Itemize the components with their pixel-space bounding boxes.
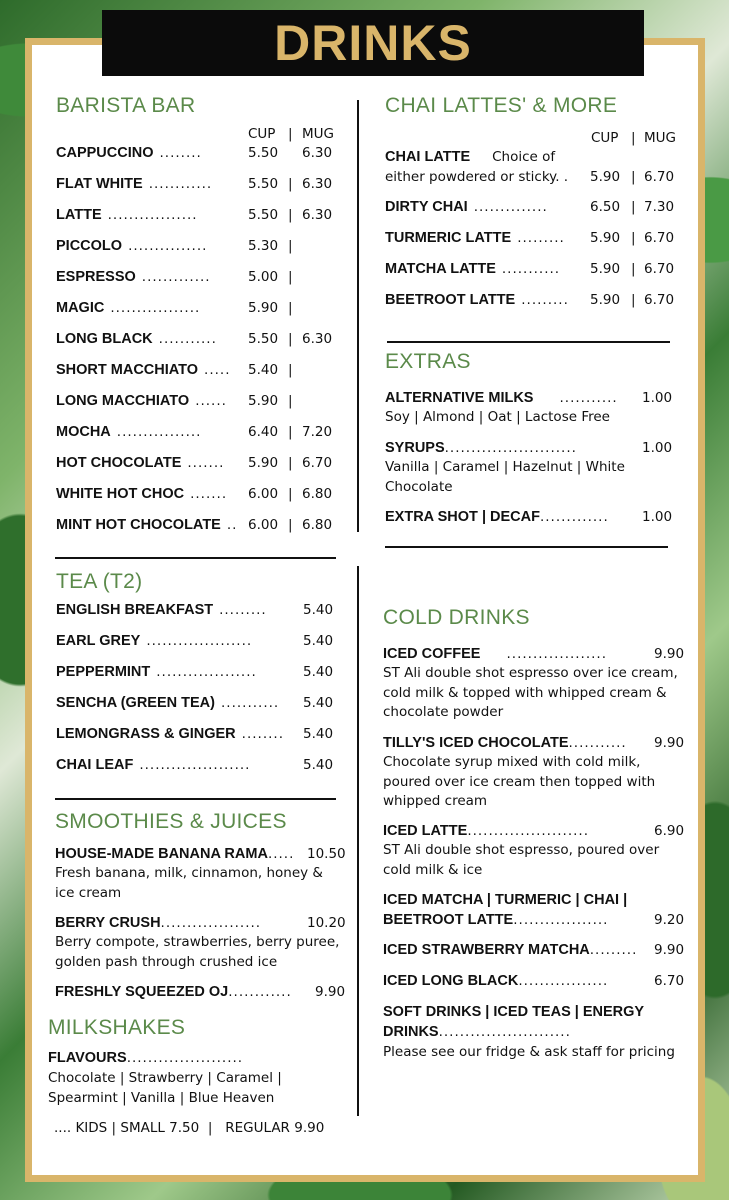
tea-item-name: EARL GREY	[56, 633, 141, 649]
cold-item	[383, 942, 637, 958]
chai-item	[385, 149, 555, 165]
barista-item-name: LONG MACCHIATO	[56, 393, 190, 409]
extras-item-price: 1.00	[642, 509, 673, 525]
barista-item	[56, 176, 212, 192]
smoothie-item	[55, 984, 292, 1000]
cold-item-name: ICED LONG BLACK	[383, 973, 519, 989]
barista-sep-header: |	[288, 126, 293, 142]
tea-item-price: 5.40	[303, 664, 334, 680]
cold-item-price: 6.90	[654, 823, 685, 839]
chai-item-dots: .........	[517, 230, 565, 246]
barista-item	[56, 517, 237, 533]
barista-item-dots: ...........	[158, 331, 217, 347]
tea-item-name: SENCHA (GREEN TEA)	[56, 695, 215, 711]
chai-item-cup: 5.90	[590, 261, 621, 277]
barista-item-dots: ........	[159, 145, 202, 161]
barista-item-mug: 6.70	[302, 455, 333, 471]
smoothie-item-desc: Berry compote, strawberries, berry puree, golden pash through crushed ice	[55, 934, 340, 970]
cold-item-dots: ...................	[506, 646, 608, 662]
barista-item-name: MINT HOT CHOCOLATE	[56, 517, 221, 533]
chai-item-mug: 6.70	[644, 230, 675, 246]
barista-item	[56, 486, 227, 502]
tea-item-dots: ...................	[156, 664, 257, 680]
cold-item	[383, 823, 589, 839]
barista-item-sep: |	[288, 362, 293, 378]
barista-item-mug: 6.30	[302, 207, 333, 223]
barista-item-dots: .................	[110, 300, 201, 316]
tea-item-dots: ........	[241, 726, 284, 742]
cold-item-name: ICED MATCHA | TURMERIC | CHAI |	[383, 892, 628, 908]
barista-item-dots: ..	[226, 517, 238, 533]
extras-item-price: 1.00	[642, 440, 673, 456]
cold-item-dots: .........................	[438, 1024, 571, 1040]
smoothie-item-name: HOUSE-MADE BANANA RAMA	[55, 846, 268, 862]
barista-item-dots: ...............	[128, 238, 208, 254]
chai-item-cup: 5.90	[590, 230, 621, 246]
chai-sep-header: |	[631, 130, 636, 146]
tea-item	[56, 602, 267, 618]
barista-mug-header: MUG	[302, 126, 334, 142]
barista-item-mug: 6.30	[302, 145, 333, 161]
cold-item-price: 9.90	[654, 942, 685, 958]
chai-item-sep: |	[631, 261, 636, 277]
chai-item-sep: |	[631, 292, 636, 308]
cold-item-desc: Please see our fridge & ask staff for pricing	[383, 1044, 675, 1060]
extras-item-desc: Vanilla | Caramel | Hazelnut | White Chocolate	[385, 459, 625, 495]
barista-item-name: HOT CHOCOLATE	[56, 455, 182, 471]
tea-item-price: 5.40	[303, 695, 334, 711]
barista-item	[56, 145, 202, 161]
chai-item-cup: 6.50	[590, 199, 621, 215]
barista-item-dots: ............	[148, 176, 213, 192]
flavours-row	[48, 1050, 243, 1066]
cold-item-name: ICED STRAWBERRY MATCHA	[383, 942, 590, 958]
chai-item-cup: 5.90	[590, 292, 621, 308]
tea-item	[56, 633, 252, 649]
barista-item-sep: |	[288, 455, 293, 471]
barista-item-sep: |	[288, 207, 293, 223]
barista-item-sep: |	[288, 486, 293, 502]
vertical-divider-top	[357, 100, 359, 532]
tea-item-name: ENGLISH BREAKFAST	[56, 602, 214, 618]
smoothie-item-desc: Fresh banana, milk, cinnamon, honey & ice cream	[55, 865, 323, 901]
barista-item-dots: .............	[141, 269, 211, 285]
barista-item-cup: 6.40	[248, 424, 279, 440]
flavours-dots: ......................	[126, 1050, 244, 1066]
cold-item	[383, 646, 607, 662]
divider-cold	[385, 546, 668, 548]
cold-item-name: ICED COFFEE	[383, 646, 481, 662]
cold-item-price: 6.70	[654, 973, 685, 989]
chai-item-name: DIRTY CHAI	[385, 199, 468, 215]
chai-heading: CHAI LATTES' & MORE	[385, 94, 618, 117]
chai-item-dots: ...........	[501, 261, 561, 277]
extras-item-dots: .........................	[444, 440, 577, 456]
smoothie-item-dots: ...................	[160, 915, 262, 931]
chai-item-name: TURMERIC LATTE	[385, 230, 512, 246]
barista-item	[56, 269, 211, 285]
divider-tea	[55, 557, 336, 559]
barista-item-sep: |	[288, 300, 293, 316]
barista-heading: BARISTA BAR	[56, 94, 196, 117]
milkshakes-heading: MILKSHAKES	[48, 1016, 186, 1039]
barista-cup-header: CUP	[248, 126, 276, 142]
tea-item-name: LEMONGRASS & GINGER	[56, 726, 236, 742]
tea-item-dots: .........	[219, 602, 267, 618]
milkshake-sizes: .... KIDS | SMALL 7.50 | REGULAR 9.90	[54, 1120, 325, 1136]
tea-item-dots: ....................	[146, 633, 253, 649]
barista-item-cup: 5.90	[248, 300, 279, 316]
chai-item-cup: 5.90	[590, 169, 621, 185]
tea-item	[56, 664, 257, 680]
chai-item	[385, 261, 560, 277]
barista-item-cup: 6.00	[248, 517, 279, 533]
barista-item-dots: .......	[187, 455, 225, 471]
barista-item-name: WHITE HOT CHOC	[56, 486, 185, 502]
barista-item-sep: |	[288, 269, 293, 285]
chai-item-mug: 6.70	[644, 292, 675, 308]
tea-item-price: 5.40	[303, 602, 334, 618]
barista-item-cup: 5.50	[248, 331, 279, 347]
barista-item-cup: 5.90	[248, 393, 279, 409]
extras-item	[385, 390, 618, 406]
tea-item	[56, 726, 284, 742]
smoothie-item-price: 9.90	[315, 984, 346, 1000]
barista-item-cup: 5.30	[248, 238, 279, 254]
barista-item-cup: 6.00	[248, 486, 279, 502]
barista-item-cup: 5.40	[248, 362, 279, 378]
barista-item-cup: 5.90	[248, 455, 279, 471]
barista-item-mug: 6.80	[302, 517, 333, 533]
cold-item-line2-row	[383, 912, 608, 928]
tea-item	[56, 695, 279, 711]
chai-item-note: Choice of	[492, 149, 556, 165]
tea-heading: TEA (T2)	[56, 570, 143, 593]
cold-item	[383, 1004, 644, 1020]
page-title: DRINKS	[274, 15, 472, 71]
chai-item-mug: 7.30	[644, 199, 675, 215]
cold-item-dots: ...........	[568, 735, 627, 751]
barista-item-name: SHORT MACCHIATO	[56, 362, 199, 378]
tea-item-dots: ...........	[220, 695, 280, 711]
flavours-desc: Chocolate | Strawberry | Caramel | Spearmint | Vanilla | Blue Heaven	[48, 1070, 282, 1106]
smoothie-item-price: 10.20	[307, 915, 346, 931]
barista-item-dots: .................	[107, 207, 198, 223]
smoothie-item	[55, 846, 294, 862]
chai-item-name: BEETROOT LATTE	[385, 292, 516, 308]
cold-item-line2: DRINKS	[383, 1024, 439, 1040]
smoothie-item-name: BERRY CRUSH	[55, 915, 161, 931]
cold-item-price: 9.90	[654, 735, 685, 751]
barista-item-name: PICCOLO	[56, 238, 123, 254]
barista-item	[56, 424, 201, 440]
barista-item-name: LONG BLACK	[56, 331, 153, 347]
flavours-name: FLAVOURS	[48, 1050, 127, 1066]
smoothies-heading: SMOOTHIES & JUICES	[55, 810, 287, 833]
tea-item-price: 5.40	[303, 757, 334, 773]
smoothie-item-dots: .....	[267, 846, 295, 862]
tea-item-name: CHAI LEAF	[56, 757, 134, 773]
barista-item-mug: 6.30	[302, 331, 333, 347]
extras-item-price: 1.00	[642, 390, 673, 406]
chai-item-name: CHAI LATTE	[385, 149, 471, 165]
cold-item	[383, 892, 627, 908]
cold-item-dots: .......................	[467, 823, 590, 839]
chai-mug-header: MUG	[644, 130, 676, 146]
cold-item-desc: Chocolate syrup mixed with cold milk, poured over ice cream then topped with whipped cream	[383, 754, 656, 809]
cold-item-dots: .........	[589, 942, 638, 958]
chai-item-sep: |	[631, 199, 636, 215]
smoothie-item	[55, 915, 261, 931]
smoothie-item-dots: ............	[228, 984, 292, 1000]
barista-item-mug: 6.80	[302, 486, 333, 502]
chai-item	[385, 292, 569, 308]
chai-item-sep: |	[631, 230, 636, 246]
tea-item-price: 5.40	[303, 633, 334, 649]
barista-item-cup: 5.50	[248, 145, 279, 161]
cold-item-name: SOFT DRINKS | ICED TEAS | ENERGY	[383, 1004, 645, 1020]
barista-item-mug: 6.30	[302, 176, 333, 192]
extras-heading: EXTRAS	[385, 350, 471, 373]
barista-item	[56, 238, 207, 254]
extras-item-name: SYRUPS	[385, 440, 445, 456]
barista-item	[56, 362, 231, 378]
cold-item-desc: ST Ali double shot espresso over ice cream, cold milk & topped with whipped cream & chocolate powder	[383, 665, 678, 720]
barista-item-name: MAGIC	[56, 300, 105, 316]
barista-item-sep: |	[288, 331, 293, 347]
barista-item-dots: .......	[190, 486, 228, 502]
extras-item-name: ALTERNATIVE MILKS	[385, 390, 534, 406]
cold-item	[383, 973, 608, 989]
tea-item-dots: .....................	[139, 757, 251, 773]
barista-item-cup: 5.50	[248, 207, 279, 223]
divider-smoothies	[55, 798, 336, 800]
barista-item	[56, 393, 227, 409]
barista-item-name: LATTE	[56, 207, 102, 223]
cold-item-name: TILLY'S ICED CHOCOLATE	[383, 735, 569, 751]
cold-item-name: ICED LATTE	[383, 823, 468, 839]
chai-item-dots: .........	[521, 292, 569, 308]
extras-item-dots: .............	[539, 509, 609, 525]
smoothie-item-price: 10.50	[307, 846, 346, 862]
chai-item-name: MATCHA LATTE	[385, 261, 496, 277]
cold-heading: COLD DRINKS	[383, 606, 530, 629]
tea-item	[56, 757, 250, 773]
cold-item-price: 9.20	[654, 912, 685, 928]
chai-item	[385, 230, 565, 246]
extras-item-desc: Soy | Almond | Oat | Lactose Free	[385, 409, 610, 425]
cold-item-desc: ST Ali double shot espresso, poured over cold milk & ice	[383, 842, 660, 878]
extras-item-name: EXTRA SHOT | DECAF	[385, 509, 540, 525]
barista-item-dots: ......	[195, 393, 227, 409]
barista-item-cup: 5.50	[248, 176, 279, 192]
barista-item-cup: 5.00	[248, 269, 279, 285]
chai-item-dots: ..............	[473, 199, 548, 215]
chai-item-mug: 6.70	[644, 261, 675, 277]
barista-item-mug: 7.20	[302, 424, 333, 440]
barista-item-name: FLAT WHITE	[56, 176, 143, 192]
barista-item-sep: |	[288, 176, 293, 192]
cold-item-dots: .................	[518, 973, 609, 989]
extras-item	[385, 440, 577, 456]
extras-item-dots: ...........	[559, 390, 618, 406]
extras-item	[385, 509, 609, 525]
smoothie-item-name: FRESHLY SQUEEZED OJ	[55, 984, 229, 1000]
barista-item-name: MOCHA	[56, 424, 111, 440]
chai-item-mug: 6.70	[644, 169, 675, 185]
barista-item-name: ESPRESSO	[56, 269, 136, 285]
barista-item	[56, 300, 200, 316]
vertical-divider-bottom	[357, 566, 359, 1116]
cold-item-line2: BEETROOT LATTE	[383, 912, 514, 928]
barista-item	[56, 331, 217, 347]
chai-item-line2: either powdered or sticky. .	[385, 169, 569, 185]
chai-item	[385, 199, 548, 215]
cold-item	[383, 735, 627, 751]
barista-item-sep: |	[288, 424, 293, 440]
chai-cup-header: CUP	[591, 130, 619, 146]
barista-item	[56, 455, 224, 471]
tea-item-name: PEPPERMINT	[56, 664, 151, 680]
barista-item-sep: |	[288, 517, 293, 533]
barista-item-sep: |	[288, 238, 293, 254]
tea-item-price: 5.40	[303, 726, 334, 742]
cold-item-dots: ..................	[513, 912, 609, 928]
cold-item-price: 9.90	[654, 646, 685, 662]
barista-item	[56, 207, 198, 223]
title-bar	[102, 10, 644, 76]
barista-item-dots: ................	[116, 424, 202, 440]
cold-item-line2-row	[383, 1024, 571, 1040]
barista-item-name: CAPPUCCINO	[56, 145, 154, 161]
divider-extras	[387, 341, 670, 343]
chai-item-sep: |	[631, 169, 636, 185]
barista-item-dots: .....	[204, 362, 231, 378]
barista-item-sep: |	[288, 393, 293, 409]
